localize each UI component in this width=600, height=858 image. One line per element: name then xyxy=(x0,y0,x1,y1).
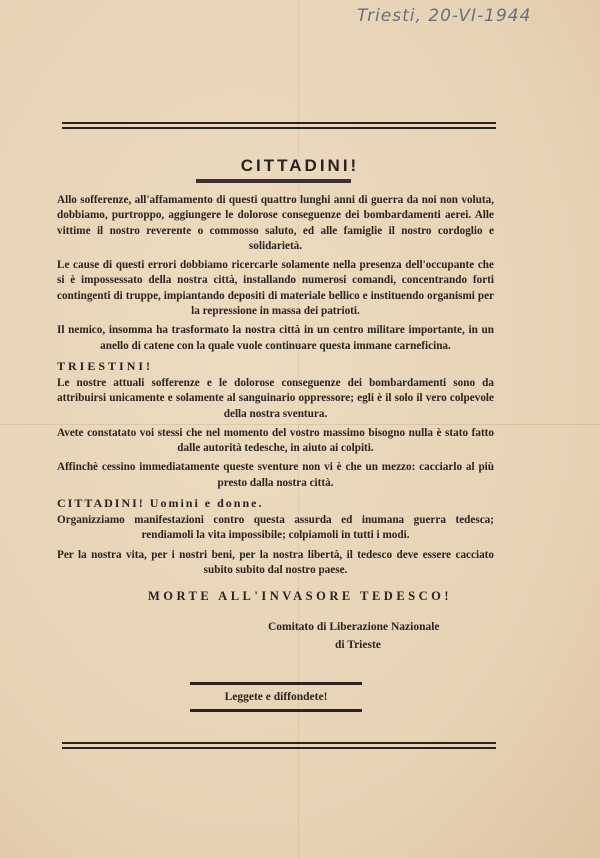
handwritten-annotation: Triesti, 20-VI-1944 xyxy=(357,6,532,26)
paragraph: Avete constatato voi stessi che nel momento del vostro massimo bisogno nulla è stato fatto dalle autorità tedesche, in aiuto ai colpiti. xyxy=(57,426,494,455)
paragraph: Affinchè cessino immediatamente queste sventure non vi è che un mezzo: cacciarlo al più presto dalla nostra città. xyxy=(57,461,494,489)
paragraph: Le nostre attuali sofferenze e le dolorose conseguenze dei bombardamenti sono da attribuirsi unicamente e solamente al sanguinario oppressore; egli è il solo il vero colpevole della nostra sventura. xyxy=(57,376,494,420)
title-underline xyxy=(196,179,351,183)
top-rule xyxy=(62,122,496,124)
top-rule xyxy=(62,127,496,129)
leaflet-title: CITTADINI! xyxy=(240,156,360,175)
footer-call: Leggete e diffondete! xyxy=(190,682,362,712)
bottom-rule xyxy=(62,742,496,744)
heading-triestini: TRIESTINI! xyxy=(57,358,154,373)
signature-line-1: Comitato di Liberazione Nazionale xyxy=(268,621,440,634)
slogan: MORTE ALL'INVASORE TEDESCO! xyxy=(147,589,453,604)
paragraph: Il nemico, insomma ha trasformato la nostra città in un centro militare importante, in un anello di catene con la quale vuole continuare questa immane carneficina. xyxy=(57,324,494,352)
bottom-rules xyxy=(0,742,600,749)
paragraph: Le cause di questi errori dobbiamo ricercarle solamente nella presenza dell'occupante che si è impossessato della nostra città, installando numerosi comandi, concentrando forti contingenti di truppe, impiantando depositi di materiale bellico e instituendo organismi per la repressione in massa dei patrioti. xyxy=(57,259,494,318)
paragraph: Per la nostra vita, per i nostri beni, per la nostra libertà, il tedesco deve essere cacciato subito subito dal nostro paese. xyxy=(57,548,494,576)
signature-line-2: di Trieste xyxy=(335,639,381,652)
heading-cittadini: CITTADINI! Uomini e donne. xyxy=(57,496,264,511)
paragraph: Allo sofferenze, all'affamamento di questi quattro lunghi anni di guerra da noi non voluta, dobbiamo, purtroppo, aggiungere le dolorose conseguenze dei bombardamenti aerei. Alle vittime il nostro reverente o commosso saluto, ed alle famiglie il nostro cordoglio e solidarietà. xyxy=(57,194,494,252)
section-1 xyxy=(57,193,494,354)
section-2 xyxy=(57,376,494,491)
section-3 xyxy=(57,513,494,578)
paragraph: Organizziamo manifestazioni contro questa assurda ed inumana guerra tedesca; rendiamoli la vita impossibile; colpiamoli in tutti i modi. xyxy=(57,514,494,542)
bottom-rule xyxy=(62,747,496,749)
